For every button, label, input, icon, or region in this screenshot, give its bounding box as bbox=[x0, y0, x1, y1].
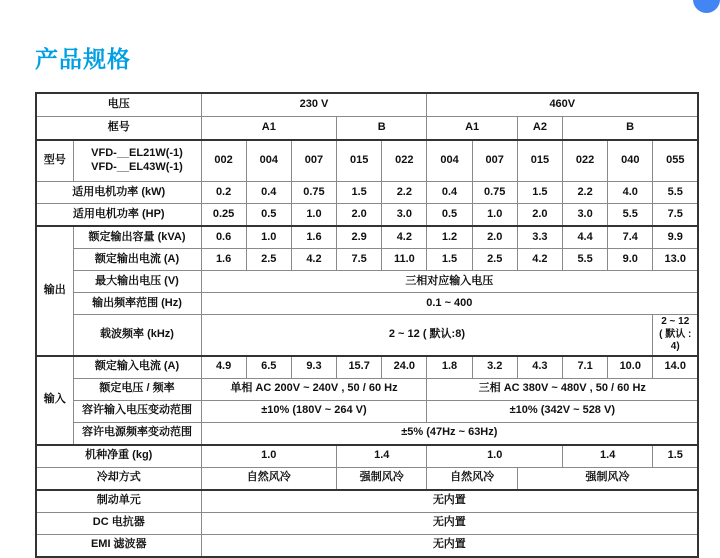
output-current-value-cell: 4.2 bbox=[517, 249, 562, 271]
output-kva-value-cell: 0.6 bbox=[201, 226, 246, 249]
weight-value-cell: 1.5 bbox=[653, 445, 698, 468]
motor-kw-value-cell: 0.2 bbox=[201, 182, 246, 204]
output-kva-row bbox=[36, 226, 698, 249]
output-current-value-cell: 9.0 bbox=[608, 249, 653, 271]
input-current-value-cell: 1.8 bbox=[427, 356, 472, 379]
output-voltage-label-cell: 最大输出电压 (V) bbox=[73, 271, 201, 293]
emi-filter-value-cell: 无内置 bbox=[201, 534, 698, 557]
output-current-row bbox=[36, 249, 698, 271]
motor-kw-value-cell: 5.5 bbox=[653, 182, 698, 204]
input-current-value-cell: 7.1 bbox=[563, 356, 608, 379]
output-kva-value-cell: 4.4 bbox=[563, 226, 608, 249]
frame-460-a1-cell: A1 bbox=[427, 117, 517, 141]
voltage-460-cell: 460V bbox=[427, 93, 698, 117]
output-current-value-cell: 5.5 bbox=[563, 249, 608, 271]
output-voltage-value-cell: 三相对应输入电压 bbox=[201, 271, 698, 293]
motor-kw-value-cell: 2.2 bbox=[563, 182, 608, 204]
motor-hp-value-cell: 0.5 bbox=[427, 204, 472, 227]
model-value-cell: 007 bbox=[472, 140, 517, 182]
input-current-value-cell: 4.3 bbox=[517, 356, 562, 379]
motor-hp-value-cell: 1.0 bbox=[291, 204, 336, 227]
model-value-cell: 015 bbox=[337, 140, 382, 182]
voltage-tolerance-460-cell: ±10% (342V ~ 528 V) bbox=[427, 400, 698, 422]
motor-kw-value-cell: 0.75 bbox=[472, 182, 517, 204]
output-group-cell: 输出 bbox=[36, 226, 73, 356]
output-current-value-cell: 2.5 bbox=[472, 249, 517, 271]
cooling-value-cell: 自然风冷 bbox=[427, 467, 517, 490]
motor-hp-value-cell: 1.0 bbox=[472, 204, 517, 227]
motor-hp-value-cell: 3.0 bbox=[563, 204, 608, 227]
output-current-value-cell: 4.2 bbox=[291, 249, 336, 271]
model-names-cell bbox=[73, 140, 201, 182]
model-value-cell: 022 bbox=[382, 140, 427, 182]
input-current-value-cell: 6.5 bbox=[246, 356, 291, 379]
output-current-value-cell: 1.5 bbox=[427, 249, 472, 271]
carrier-freq-label-cell: 载波频率 (kHz) bbox=[73, 315, 201, 356]
emi-filter-row bbox=[36, 534, 698, 557]
brake-value-cell: 无内置 bbox=[201, 490, 698, 513]
emi-filter-label-cell: EMI 滤波器 bbox=[36, 534, 201, 557]
input-current-value-cell: 15.7 bbox=[337, 356, 382, 379]
frame-row bbox=[36, 117, 698, 141]
motor-hp-value-cell: 5.5 bbox=[608, 204, 653, 227]
weight-value-cell: 1.4 bbox=[563, 445, 653, 468]
output-freq-label-cell: 输出频率范围 (Hz) bbox=[73, 293, 201, 315]
motor-kw-value-cell: 1.5 bbox=[517, 182, 562, 204]
motor-kw-value-cell: 4.0 bbox=[608, 182, 653, 204]
model-value-cell: 004 bbox=[246, 140, 291, 182]
carrier-freq-last-line1: 2 ~ 12 bbox=[661, 316, 690, 327]
input-current-label-cell: 额定输入电流 (A) bbox=[73, 356, 201, 379]
frame-460-b-cell: B bbox=[563, 117, 699, 141]
motor-hp-value-cell: 7.5 bbox=[653, 204, 698, 227]
cooling-row bbox=[36, 467, 698, 490]
model-value-cell: 055 bbox=[653, 140, 698, 182]
model-value-cell: 002 bbox=[201, 140, 246, 182]
model-label-cell: 型号 bbox=[36, 140, 73, 182]
model-value-cell: 015 bbox=[517, 140, 562, 182]
weight-label-cell: 机种净重 (kg) bbox=[36, 445, 201, 468]
brake-label-cell: 制动单元 bbox=[36, 490, 201, 513]
input-current-row bbox=[36, 356, 698, 379]
corner-circle-decoration bbox=[693, 0, 720, 13]
rated-voltage-freq-row bbox=[36, 378, 698, 400]
model-value-cell: 022 bbox=[563, 140, 608, 182]
weight-value-cell: 1.0 bbox=[427, 445, 563, 468]
input-group-cell: 输入 bbox=[36, 356, 73, 445]
voltage-header-row bbox=[36, 93, 698, 117]
motor-kw-row bbox=[36, 182, 698, 204]
dc-reactor-label-cell: DC 电抗器 bbox=[36, 512, 201, 534]
motor-kw-label-cell: 适用电机功率 (kW) bbox=[36, 182, 201, 204]
cooling-value-cell: 强制风冷 bbox=[337, 467, 427, 490]
output-kva-value-cell: 9.9 bbox=[653, 226, 698, 249]
output-freq-row bbox=[36, 293, 698, 315]
output-kva-value-cell: 2.0 bbox=[472, 226, 517, 249]
frame-230-b-cell: B bbox=[337, 117, 427, 141]
weight-value-cell: 1.0 bbox=[201, 445, 337, 468]
model-value-cell: 004 bbox=[427, 140, 472, 182]
cooling-value-cell: 强制风冷 bbox=[517, 467, 698, 490]
input-current-value-cell: 9.3 bbox=[291, 356, 336, 379]
output-freq-value-cell: 0.1 ~ 400 bbox=[201, 293, 698, 315]
output-kva-value-cell: 1.0 bbox=[246, 226, 291, 249]
motor-kw-value-cell: 2.2 bbox=[382, 182, 427, 204]
dc-reactor-row bbox=[36, 512, 698, 534]
carrier-freq-main-cell: 2 ~ 12 ( 默认:8) bbox=[201, 315, 653, 356]
motor-hp-row bbox=[36, 204, 698, 227]
brake-row bbox=[36, 490, 698, 513]
model-name-1: VFD-__EL21W(-1) bbox=[91, 147, 183, 160]
voltage-tolerance-row bbox=[36, 400, 698, 422]
carrier-freq-last-line2: ( 默认 : 4) bbox=[659, 328, 692, 352]
weight-row bbox=[36, 445, 698, 468]
freq-tolerance-value-cell: ±5% (47Hz ~ 63Hz) bbox=[201, 422, 698, 445]
motor-kw-value-cell: 1.5 bbox=[337, 182, 382, 204]
output-kva-value-cell: 4.2 bbox=[382, 226, 427, 249]
motor-hp-value-cell: 2.0 bbox=[337, 204, 382, 227]
dc-reactor-value-cell: 无内置 bbox=[201, 512, 698, 534]
motor-hp-label-cell: 适用电机功率 (HP) bbox=[36, 204, 201, 227]
model-name-2: VFD-__EL43W(-1) bbox=[91, 161, 183, 173]
rated-voltage-freq-label-cell: 额定电压 / 频率 bbox=[73, 378, 201, 400]
input-current-value-cell: 10.0 bbox=[608, 356, 653, 379]
output-current-value-cell: 2.5 bbox=[246, 249, 291, 271]
output-voltage-row bbox=[36, 271, 698, 293]
carrier-freq-row bbox=[36, 315, 698, 356]
weight-value-cell: 1.4 bbox=[337, 445, 427, 468]
page-title: 产品规格 bbox=[35, 46, 131, 72]
cooling-label-cell: 冷却方式 bbox=[36, 467, 201, 490]
output-current-value-cell: 13.0 bbox=[653, 249, 698, 271]
output-current-value-cell: 7.5 bbox=[337, 249, 382, 271]
motor-hp-value-cell: 0.25 bbox=[201, 204, 246, 227]
motor-kw-value-cell: 0.75 bbox=[291, 182, 336, 204]
carrier-freq-last-cell bbox=[653, 315, 698, 356]
voltage-tolerance-label-cell: 容许输入电压变动范围 bbox=[73, 400, 201, 422]
output-kva-value-cell: 7.4 bbox=[608, 226, 653, 249]
input-current-value-cell: 4.9 bbox=[201, 356, 246, 379]
output-kva-value-cell: 2.9 bbox=[337, 226, 382, 249]
motor-kw-value-cell: 0.4 bbox=[246, 182, 291, 204]
model-row bbox=[36, 140, 698, 182]
freq-tolerance-row bbox=[36, 422, 698, 445]
motor-kw-value-cell: 0.4 bbox=[427, 182, 472, 204]
motor-hp-value-cell: 0.5 bbox=[246, 204, 291, 227]
rated-voltage-freq-230-cell: 单相 AC 200V ~ 240V , 50 / 60 Hz bbox=[201, 378, 427, 400]
output-current-label-cell: 额定输出电流 (A) bbox=[73, 249, 201, 271]
motor-hp-value-cell: 2.0 bbox=[517, 204, 562, 227]
voltage-tolerance-230-cell: ±10% (180V ~ 264 V) bbox=[201, 400, 427, 422]
output-current-value-cell: 11.0 bbox=[382, 249, 427, 271]
output-kva-value-cell: 1.6 bbox=[291, 226, 336, 249]
voltage-label-cell: 电压 bbox=[36, 93, 201, 117]
freq-tolerance-label-cell: 容许电源频率变动范围 bbox=[73, 422, 201, 445]
model-value-cell: 040 bbox=[608, 140, 653, 182]
frame-460-a2-cell: A2 bbox=[517, 117, 562, 141]
output-kva-label-cell: 额定输出容量 (kVA) bbox=[73, 226, 201, 249]
input-current-value-cell: 14.0 bbox=[653, 356, 698, 379]
motor-hp-value-cell: 3.0 bbox=[382, 204, 427, 227]
product-spec-table bbox=[35, 92, 699, 558]
frame-230-a1-cell: A1 bbox=[201, 117, 337, 141]
output-current-value-cell: 1.6 bbox=[201, 249, 246, 271]
model-value-cell: 007 bbox=[291, 140, 336, 182]
cooling-value-cell: 自然风冷 bbox=[201, 467, 337, 490]
output-kva-value-cell: 3.3 bbox=[517, 226, 562, 249]
rated-voltage-freq-460-cell: 三相 AC 380V ~ 480V , 50 / 60 Hz bbox=[427, 378, 698, 400]
frame-label-cell: 框号 bbox=[36, 117, 201, 141]
output-kva-value-cell: 1.2 bbox=[427, 226, 472, 249]
input-current-value-cell: 24.0 bbox=[382, 356, 427, 379]
voltage-230-cell: 230 V bbox=[201, 93, 427, 117]
input-current-value-cell: 3.2 bbox=[472, 356, 517, 379]
